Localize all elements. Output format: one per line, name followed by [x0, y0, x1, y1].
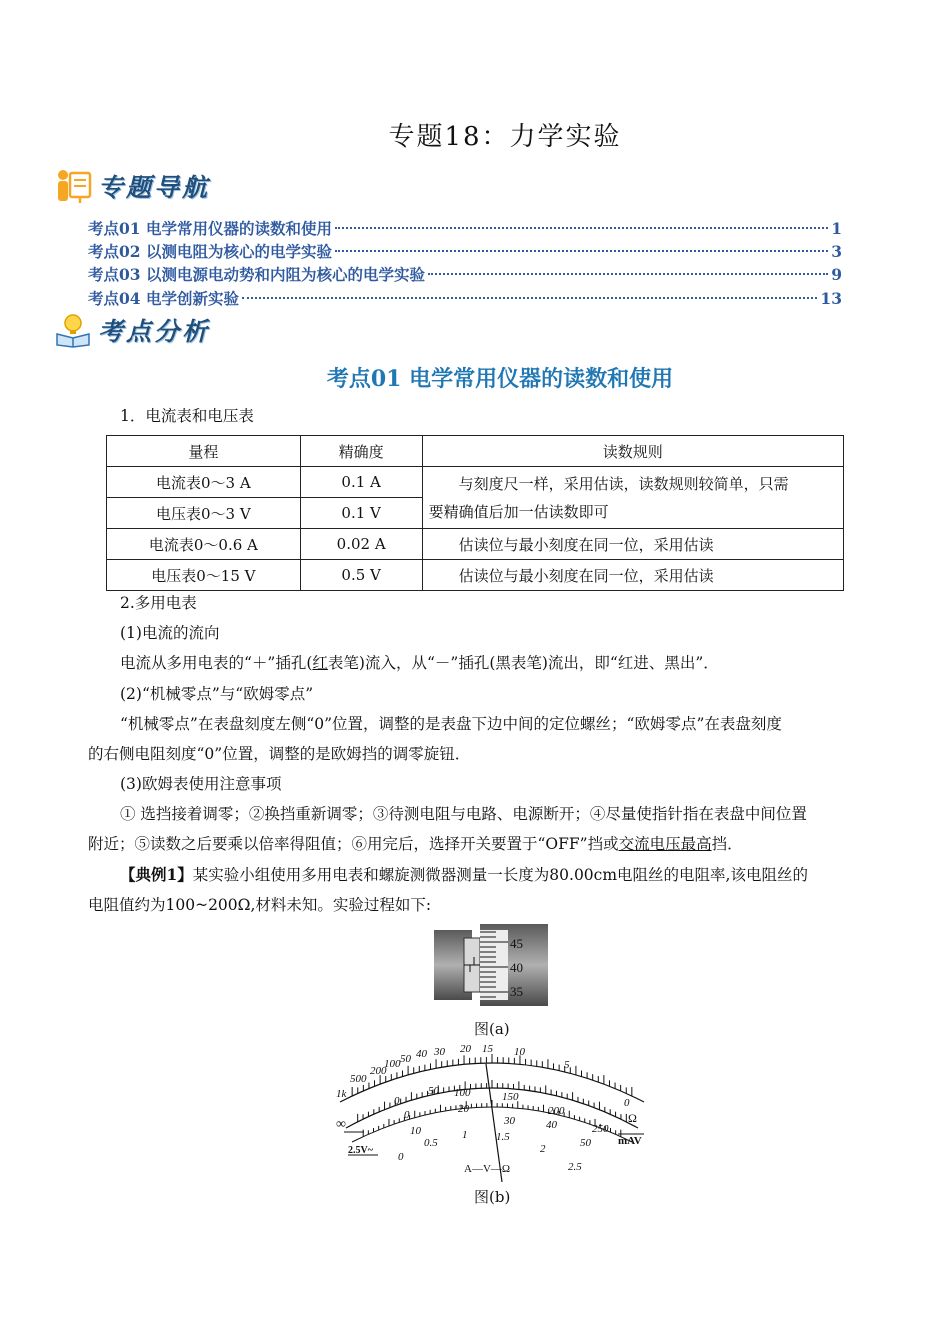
v-label: 40 — [546, 1119, 557, 1131]
analysis-banner-label: 考点分析 — [98, 317, 211, 346]
range-cell: 电压表0～15 V — [107, 560, 301, 591]
infinity-symbol: ∞ — [336, 1117, 346, 1132]
table-row — [107, 467, 844, 498]
toc-item-page: 3 — [831, 242, 842, 261]
toc-dots — [242, 297, 817, 299]
thimble-label: 40 — [510, 960, 523, 975]
nav-banner — [54, 168, 210, 204]
toc-item[interactable] — [88, 241, 842, 263]
mid-label: 200 — [548, 1105, 565, 1117]
ohm-label: 500 — [350, 1073, 367, 1085]
toc-item-label: 考点02 以测电阻为核心的电学实验 — [88, 242, 332, 261]
table-header-row — [107, 436, 844, 467]
point-3-line — [88, 833, 743, 855]
toc-item[interactable] — [88, 264, 842, 286]
ohm-label: 50 — [400, 1053, 411, 1065]
ac-label: 1.5 — [496, 1131, 510, 1143]
ac-label: 0.5 — [424, 1137, 438, 1149]
text-span: 表笔)流入，从“－”插孔(黑表笔)流出，即“红进、黑出”． — [327, 654, 719, 672]
meter-table — [106, 435, 844, 591]
ohm-label: 5 — [564, 1059, 570, 1071]
ac-volt-symbol: 2.5V~ — [348, 1145, 373, 1156]
v-label: 20 — [458, 1103, 469, 1115]
page-title: 专题18：力学实验 — [388, 122, 622, 152]
toc-dots — [335, 227, 828, 229]
rule-cell: 估读位与最小刻度在同一位，采用估读 — [422, 560, 843, 591]
toc-item[interactable] — [88, 288, 842, 310]
toc-item-label: 考点03 以测电源电动势和内阻为核心的电学实验 — [88, 265, 425, 284]
section-title: 考点01 电学常用仪器的读数和使用 — [326, 366, 674, 392]
mid-label: 150 — [502, 1091, 519, 1103]
thimble-label: 45 — [510, 936, 523, 951]
micrometer-figure — [434, 924, 548, 1006]
toc-item-label: 考点04 电学创新实验 — [88, 289, 239, 308]
rule-text: 要精确值后加一估读数即可 — [428, 502, 609, 521]
toc-item-page: 9 — [831, 265, 842, 284]
multimeter-dial-figure — [334, 1042, 650, 1182]
mid-label: 250 — [592, 1123, 609, 1135]
ohm-label: 30 — [434, 1046, 445, 1058]
ohm-symbol: Ω — [628, 1111, 637, 1125]
toc-item-label: 考点01 电学常用仪器的读数和使用 — [88, 219, 332, 238]
text-span: 某实验小组使用多用电表和螺旋测微器测量一长度为80.00cm电阻丝的电阻率,该电阻丝的 — [192, 866, 808, 884]
figure-a-caption: 图(a) — [474, 1020, 510, 1038]
v-label: 0 — [404, 1109, 410, 1121]
thimble-label: 35 — [510, 984, 523, 999]
range-cell: 电流表0～3 A — [107, 467, 301, 498]
mid-label: 100 — [454, 1087, 471, 1099]
ohm-label: 15 — [482, 1043, 493, 1055]
example-line: 电阻值约为100~200Ω,材料未知。实验过程如下: — [88, 896, 432, 914]
point-2-line: “机械零点”在表盘刻度左侧“0”位置，调整的是表盘下边中间的定位螺丝；“欧姆零点”在表盘刻度 — [120, 715, 782, 733]
ohm-label: 20 — [460, 1043, 471, 1055]
ac-label: 2 — [540, 1143, 546, 1155]
nav-banner-label: 专题导航 — [98, 173, 211, 202]
ac-label: 0 — [398, 1151, 404, 1163]
rule-cell — [422, 467, 843, 529]
point-1-title: (1)电流的流向 — [120, 624, 220, 642]
example-tag: 【典例1】 — [120, 865, 193, 884]
text-span: 附近；⑤读数之后要乘以倍率得阻值；⑥用完后，选择开关要置于“OFF”挡或 — [88, 835, 619, 853]
precision-cell: 0.1 V — [300, 498, 422, 529]
ohm-label: 10 — [514, 1046, 525, 1058]
text-span: 挡． — [711, 835, 743, 853]
table-header: 量程 — [107, 436, 301, 467]
ohm-label: 100 — [384, 1058, 401, 1070]
subheading-1: 1．电流表和电压表 — [120, 407, 254, 425]
table-row — [107, 560, 844, 591]
precision-cell: 0.1 A — [300, 467, 422, 498]
v-label: 10 — [410, 1125, 421, 1137]
toc-dots — [428, 273, 828, 275]
mav-symbol: mAV — [618, 1135, 642, 1147]
book-lightbulb-icon — [54, 312, 92, 348]
table-row — [107, 529, 844, 560]
point-1-text — [120, 652, 719, 674]
table-header: 读数规则 — [422, 436, 843, 467]
rule-text: 与刻度尺一样，采用估读，读数规则较简单，只需 — [458, 474, 789, 493]
mid-label: 50 — [428, 1085, 439, 1097]
subheading-2: 2.多用电表 — [120, 594, 197, 612]
point-3-line: ① 选挡接着调零；②换挡重新调零；③待测电阻与电路、电源断开；④尽量使指针指在表盘中间位置 — [120, 805, 807, 823]
point-3-title: (3)欧姆表使用注意事项 — [120, 775, 282, 793]
toc-item[interactable] — [88, 218, 842, 240]
ohm-label: 1k — [336, 1088, 347, 1100]
ohm-label: 0 — [624, 1097, 630, 1109]
navigation-icon — [54, 168, 92, 204]
point-2-line: 的右侧电阻刻度“0”位置，调整的是欧姆挡的调零旋钮． — [88, 745, 471, 763]
toc-item-page: 1 — [831, 219, 842, 238]
ac-label: 2.5 — [568, 1161, 582, 1173]
rule-cell: 估读位与最小刻度在同一位，采用估读 — [422, 529, 843, 560]
toc-item-page: 13 — [820, 289, 842, 308]
precision-cell: 0.02 A — [300, 529, 422, 560]
v-label: 30 — [504, 1115, 515, 1127]
range-cell: 电流表0～0.6 A — [107, 529, 301, 560]
underlined-text: 交流电压最高 — [618, 835, 712, 853]
table-header: 精确度 — [300, 436, 422, 467]
point-2-title: (2)“机械零点”与“欧姆零点” — [120, 685, 314, 703]
text-span: 电流从多用电表的“＋”插孔( — [120, 654, 313, 672]
ac-label: 1 — [462, 1129, 468, 1141]
mid-label: 0 — [394, 1095, 400, 1107]
v-label: 50 — [580, 1137, 591, 1149]
range-cell: 电压表0～3 V — [107, 498, 301, 529]
ohm-label: 40 — [416, 1048, 427, 1060]
example-line — [120, 864, 808, 886]
dial-bottom-label: A—V—Ω — [464, 1163, 511, 1175]
underlined-text: 红 — [312, 654, 328, 672]
figure-b-caption: 图(b) — [474, 1188, 511, 1206]
toc-dots — [335, 250, 828, 252]
precision-cell: 0.5 V — [300, 560, 422, 591]
analysis-banner — [54, 312, 210, 348]
ohm-label: 200 — [370, 1065, 387, 1077]
